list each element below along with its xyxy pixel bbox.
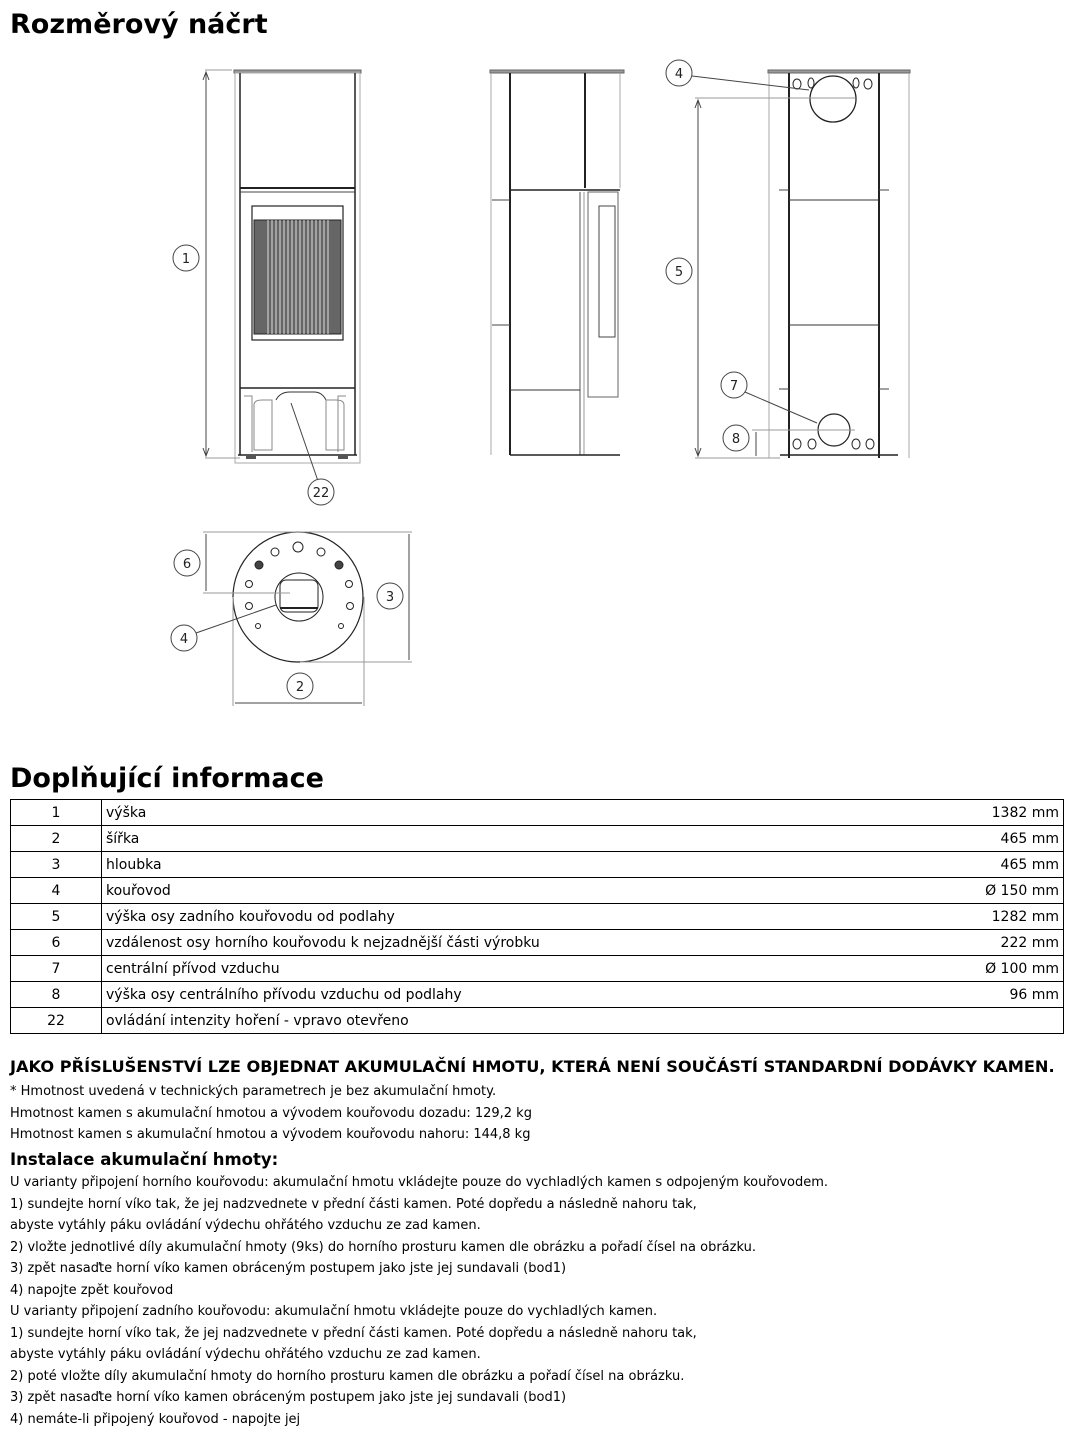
- instruction-line: 3) zpět nasaďte horní víko kamen obráceným postupem jako jste jej sundavali (bod1): [10, 1261, 567, 1276]
- instruction-line: 2) vložte jednotlivé díly akumulační hmoty (9ks) do horního prosturu kamen dle obrázku a pořadí čísel na obrázku.: [10, 1239, 756, 1255]
- row-value: 465 mm: [855, 826, 1064, 852]
- row-number: 5: [11, 904, 102, 930]
- instruction-line: abyste vytáhly páku ovládání výdechu ohřátého vzduchu ze zad kamen.: [10, 1347, 481, 1362]
- instruction-line: 4) nemáte-li připojený kouřovod - napojte jej: [10, 1411, 301, 1427]
- row-number: 3: [11, 852, 102, 878]
- dimensions-table: [10, 799, 1064, 1034]
- sketch-title: Rozměrový náčrt: [10, 9, 268, 40]
- instruction-line: U varianty připojení zadního kouřovodu: akumulační hmotu vkládejte pouze do vychladlých kamen.: [10, 1304, 658, 1319]
- row-label: výška: [102, 800, 856, 826]
- row-number: 6: [11, 930, 102, 956]
- front-view: [173, 70, 361, 505]
- side-view: [490, 70, 624, 455]
- info-title: Doplňující informace: [10, 763, 324, 794]
- weight-line: Hmotnost kamen s akumulační hmotou a vývodem kouřovodu nahoru: 144,8 kg: [10, 1127, 531, 1142]
- callout-2: 2: [295, 680, 305, 695]
- table-row: [11, 852, 1064, 878]
- accessory-notice: JAKO PŘÍSLUŠENSTVÍ LZE OBJEDNAT AKUMULAČNÍ HMOTU, KTERÁ NENÍ SOUČÁSTÍ STANDARDNÍ DODÁVKY KAMEN.: [10, 1057, 1055, 1076]
- weight-line: * Hmotnost uvedená v technických parametrech je bez akumulační hmoty.: [10, 1084, 497, 1099]
- instruction-line: 3) zpět nasaďte horní víko kamen obráceným postupem jako jste jej sundavali (bod1): [10, 1390, 567, 1405]
- callout-4-back: 4: [674, 67, 684, 82]
- callout-1: 1: [181, 252, 191, 267]
- row-value: Ø 150 mm: [855, 878, 1064, 904]
- callout-4-top: 4: [179, 632, 189, 647]
- table-row: [11, 826, 1064, 852]
- row-label: vzdálenost osy horního kouřovodu k nejzadnější části výrobku: [102, 930, 856, 956]
- row-label: výška osy centrálního přívodu vzduchu od podlahy: [102, 982, 856, 1008]
- instruction-line: 1) sundejte horní víko tak, že jej nadzvednete v přední části kamen. Poté dopředu a následně nahoru tak,: [10, 1196, 697, 1212]
- row-value: Ø 100 mm: [855, 956, 1064, 982]
- row-value: 465 mm: [855, 852, 1064, 878]
- row-number: 22: [11, 1008, 102, 1034]
- dimension-drawing: [0, 40, 1074, 730]
- weight-line: Hmotnost kamen s akumulační hmotou a vývodem kouřovodu dozadu: 129,2 kg: [10, 1105, 532, 1121]
- row-number: 2: [11, 826, 102, 852]
- instruction-line: 4) napojte zpět kouřovod: [10, 1282, 174, 1298]
- callout-5: 5: [674, 265, 684, 280]
- installation-instructions: [10, 1172, 828, 1430]
- instruction-line: U varianty připojení horního kouřovodu: akumulační hmotu vkládejte pouze do vychladlých kamen s odpojeným kouřovodem.: [10, 1175, 829, 1190]
- table-row: [11, 904, 1064, 930]
- table-row: [11, 982, 1064, 1008]
- weight-notes: [10, 1081, 532, 1146]
- row-value: 96 mm: [855, 982, 1064, 1008]
- callout-22: 22: [312, 486, 330, 501]
- table-row: [11, 956, 1064, 982]
- instruction-line: 1) sundejte horní víko tak, že jej nadzvednete v přední části kamen. Poté dopředu a následně nahoru tak,: [10, 1325, 697, 1341]
- instruction-line: 2) poté vložte díly akumulační hmoty do horního prosturu kamen dle obrázku a pořadí čísel na obrázku.: [10, 1368, 685, 1384]
- table-row: [11, 800, 1064, 826]
- row-number: 4: [11, 878, 102, 904]
- row-value: 1282 mm: [855, 904, 1064, 930]
- table-row: [11, 1008, 1064, 1034]
- callout-8: 8: [731, 432, 741, 447]
- instruction-line: abyste vytáhly páku ovládání výdechu ohřátého vzduchu ze zad kamen.: [10, 1218, 481, 1233]
- row-label: hloubka: [102, 852, 856, 878]
- row-number: 1: [11, 800, 102, 826]
- row-label: kouřovod: [102, 878, 856, 904]
- table-row: [11, 878, 1064, 904]
- callout-6: 6: [182, 557, 192, 572]
- row-label: výška osy zadního kouřovodu od podlahy: [102, 904, 856, 930]
- top-view: [171, 532, 412, 706]
- row-label: šířka: [102, 826, 856, 852]
- row-label: centrální přívod vzduchu: [102, 956, 856, 982]
- row-number: 8: [11, 982, 102, 1008]
- table-row: [11, 930, 1064, 956]
- installation-title: Instalace akumulační hmoty:: [10, 1150, 279, 1169]
- row-number: 7: [11, 956, 102, 982]
- row-value: [855, 1008, 1064, 1034]
- back-view: [666, 60, 910, 458]
- callout-7: 7: [729, 379, 739, 394]
- row-value: 1382 mm: [855, 800, 1064, 826]
- row-label: ovládání intenzity hoření - vpravo otevřeno: [102, 1008, 856, 1034]
- row-value: 222 mm: [855, 930, 1064, 956]
- callout-3: 3: [385, 590, 395, 605]
